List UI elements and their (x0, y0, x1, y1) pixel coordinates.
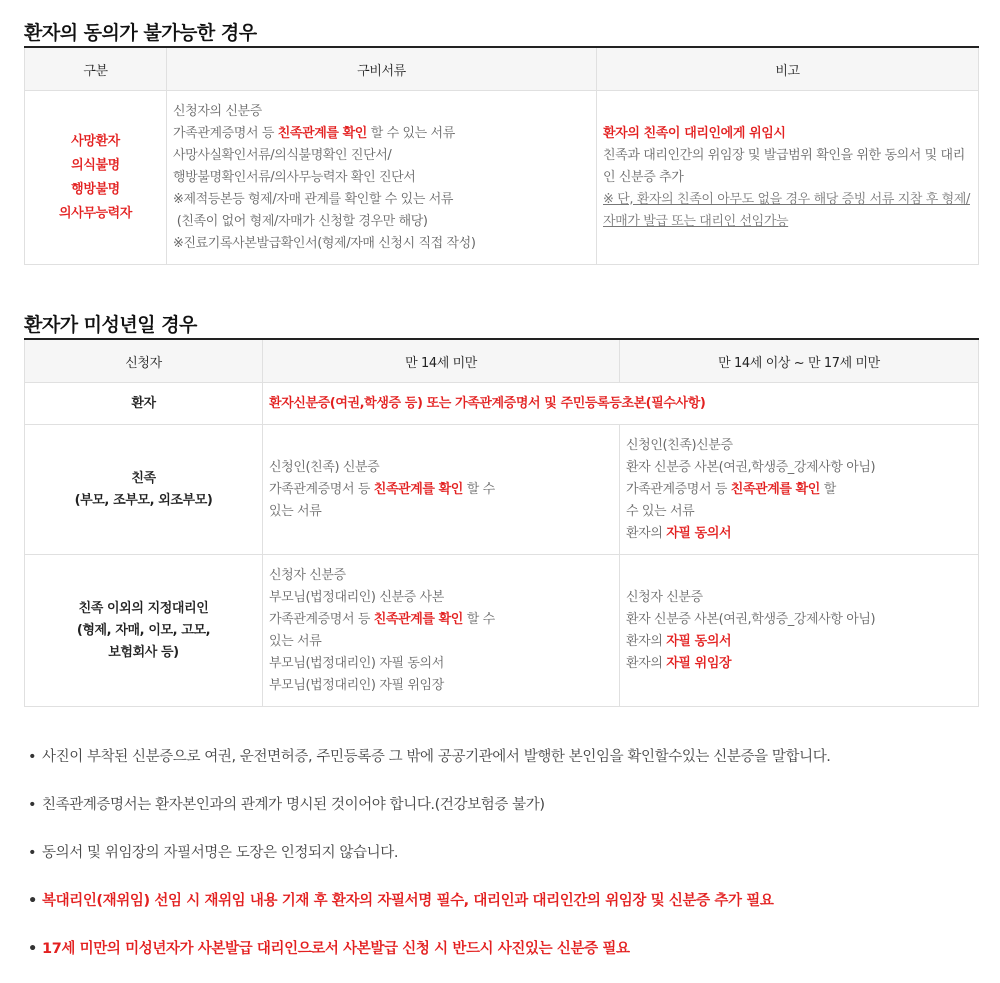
doc-line (626, 631, 972, 653)
remark-note: ※ 단, 환자의 친족이 아무도 없을 경우 해당 증빙 서류 지참 후 형제/자매가 발급 또는 대리인 선임가능 (603, 191, 970, 229)
applicant-label: 친족 이외의 지정대리인 (78, 600, 209, 616)
list-item (28, 839, 978, 887)
doc-highlight: 친족관계를 확인 (373, 481, 463, 497)
category-deceased: 사망환자 (71, 133, 120, 149)
doc-text: 할 (819, 481, 836, 497)
bullet-icon: • (28, 797, 37, 813)
doc-line: 부모님(법정대리인) 자필 위임장 (269, 677, 444, 693)
doc-line: 신청인(친족) 신분증 (269, 459, 380, 475)
doc-text: 환자의 (626, 655, 667, 671)
table-row (25, 91, 979, 265)
doc-highlight: 친족관계를 확인 (373, 611, 463, 627)
doc-text: 할 수 있는 서류 (366, 125, 455, 141)
notes-list (28, 743, 978, 983)
doc-line: 사망사실확인서류/의식불명확인 진단서/ (173, 147, 392, 163)
note-text: 복대리인(재위임) 선임 시 재위임 내용 기재 후 환자의 자필서명 필수, 대리인과 대리인간의 위임장 및 신분증 추가 필요 (42, 893, 774, 909)
applicant-relative (25, 425, 263, 555)
applicant-label: 친족 (131, 470, 156, 486)
patient-requirement: 환자신분증(여권,학생증 등) 또는 가족관계증명서 및 주민등록등초본(필수사항) (263, 383, 979, 425)
note-text: 친족관계증명서는 환자본인과의 관계가 명시된 것이어야 합니다.(건강보험증 불가) (42, 797, 545, 813)
doc-line: 환자 신분증 사본(여권,학생증_강제사항 아님) (626, 459, 876, 475)
list-item (28, 935, 978, 983)
col-header-documents: 구비서류 (167, 47, 597, 91)
applicant-agent (25, 555, 263, 707)
applicant-sublabel: 보험회사 등) (108, 644, 179, 660)
col-header-14-to-17: 만 14세 이상 ~ 만 17세 미만 (620, 339, 979, 383)
applicant-sublabel: (부모, 조부모, 외조부모) (74, 492, 213, 508)
list-item (28, 887, 978, 935)
doc-line: 부모님(법정대리인) 신분증 사본 (269, 589, 444, 605)
doc-text: 가족관계증명서 등 (269, 611, 374, 627)
doc-line (626, 523, 972, 545)
table-row-agent (25, 555, 979, 707)
doc-line (269, 609, 613, 631)
category-cell (25, 91, 167, 265)
doc-highlight: 자필 위임장 (666, 655, 732, 671)
doc-line: 신청자 신분증 (626, 589, 703, 605)
doc-highlight: 친족관계를 확인 (730, 481, 820, 497)
table-row-patient (25, 383, 979, 425)
doc-text: 환자의 (626, 525, 667, 541)
col-header-applicant: 신청자 (25, 339, 263, 383)
doc-line: ※제적등본등 형제/자매 관계를 확인할 수 있는 서류 (173, 191, 454, 207)
col-header-category: 구분 (25, 47, 167, 91)
category-incompetent: 의사무능력자 (59, 205, 132, 221)
agent-over14-cell (620, 555, 979, 707)
doc-text: 할 수 (462, 481, 495, 497)
agent-under14-cell (263, 555, 620, 707)
note-text: 동의서 및 위임장의 자필서명은 도장은 인정되지 않습니다. (42, 845, 399, 861)
doc-line: 신청인(친족)신분증 (626, 437, 733, 453)
doc-highlight: 친족관계를 확인 (277, 125, 367, 141)
bullet-icon: • (28, 749, 37, 765)
remarks-cell (597, 91, 979, 265)
doc-highlight: 자필 동의서 (666, 633, 732, 649)
doc-text: 할 수 (462, 611, 495, 627)
doc-line: 신청자 신분증 (269, 567, 346, 583)
doc-line: ※진료기록사본발급확인서(형제/자매 신청시 직접 작성) (173, 235, 476, 251)
list-item (28, 791, 978, 839)
category-unconscious: 의식불명 (71, 157, 120, 173)
documents-cell (167, 91, 597, 265)
bullet-icon: • (28, 941, 37, 957)
note-text: 17세 미만의 미성년자가 사본발급 대리인으로서 사본발급 신청 시 반드시 사진있는 신분증 필요 (42, 941, 630, 957)
category-missing: 행방불명 (71, 181, 120, 197)
doc-line: 수 있는 서류 (626, 503, 695, 519)
table-header-row (25, 47, 979, 91)
doc-line: 부모님(법정대리인) 자필 동의서 (269, 655, 444, 671)
doc-line (626, 479, 972, 501)
doc-line: 환자 신분증 사본(여권,학생증_강제사항 아님) (626, 611, 876, 627)
doc-line (173, 123, 590, 145)
applicant-patient: 환자 (25, 383, 263, 425)
table-header-row (25, 339, 979, 383)
doc-line: 행방불명확인서류/의사무능력자 확인 진단서 (173, 169, 416, 185)
bullet-icon: • (28, 893, 37, 909)
section1-title: 환자의 동의가 불가능한 경우 (24, 22, 257, 44)
applicant-sublabel: (형제, 자매, 이모, 고모, (76, 622, 211, 638)
relative-over14-cell (620, 425, 979, 555)
doc-line (626, 653, 972, 675)
doc-line: 있는 서류 (269, 633, 322, 649)
list-item (28, 743, 978, 791)
consent-unavailable-table (24, 46, 979, 265)
col-header-under-14: 만 14세 미만 (263, 339, 620, 383)
col-header-remarks: 비고 (597, 47, 979, 91)
doc-text: 가족관계증명서 등 (626, 481, 731, 497)
bullet-icon: • (28, 845, 37, 861)
doc-line: 신청자의 신분증 (173, 103, 262, 119)
doc-highlight: 자필 동의서 (666, 525, 732, 541)
table-row-relative (25, 425, 979, 555)
doc-line: 있는 서류 (269, 503, 322, 519)
doc-text: 가족관계증명서 등 (173, 125, 278, 141)
doc-line: (친족이 없어 형제/자매가 신청할 경우만 해당) (173, 213, 428, 229)
note-text: 사진이 부착된 신분증으로 여권, 운전면허증, 주민등록증 그 밖에 공공기관에서 발행한 본인임을 확인할수있는 신분증을 말합니다. (42, 749, 831, 765)
remark-text: 친족과 대리인간의 위임장 및 발급범위 확인을 위한 동의서 및 대리인 신분증 추가 (603, 147, 965, 185)
doc-text: 가족관계증명서 등 (269, 481, 374, 497)
minor-patient-table (24, 338, 979, 707)
doc-text: 환자의 (626, 633, 667, 649)
relative-under14-cell (263, 425, 620, 555)
doc-line (269, 479, 613, 501)
section2-title: 환자가 미성년일 경우 (24, 314, 197, 336)
remark-highlight: 환자의 친족이 대리인에게 위임시 (603, 125, 786, 141)
